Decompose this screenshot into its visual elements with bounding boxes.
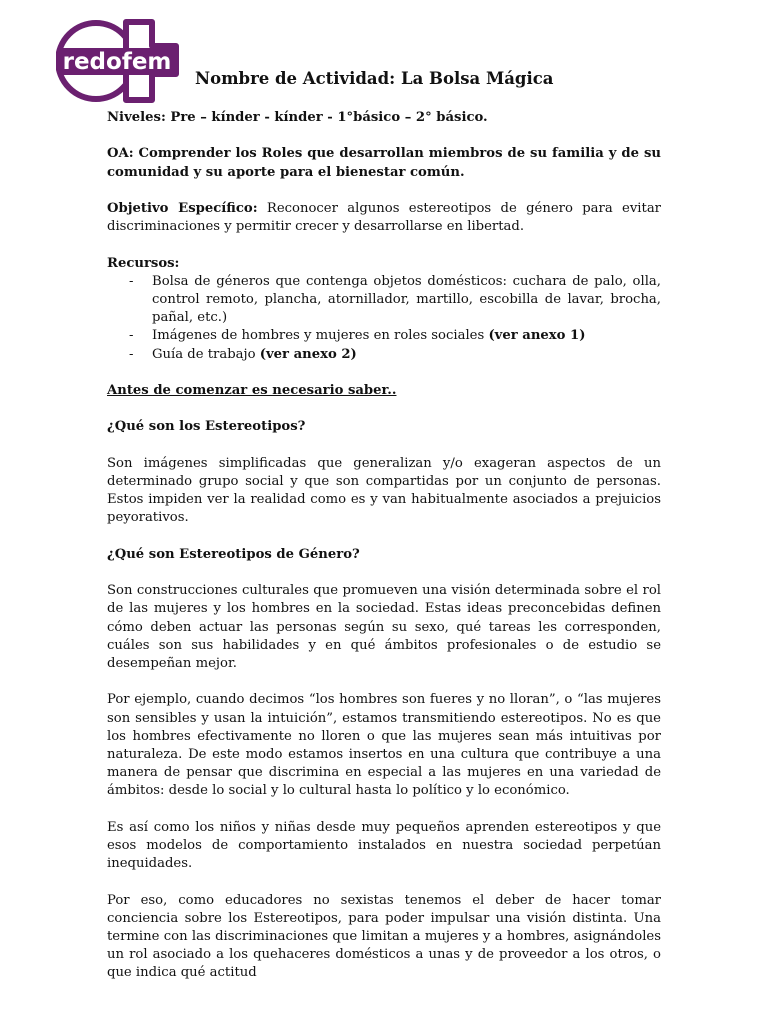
objetivo-label: Objetivo Específico: [107,200,258,216]
paragraph-estereotipos: Son imágenes simplificadas que generalizan y/o exageran aspectos de un determinado grupo social y que son compartidas por un conjunto de personas. Estos impiden ver la realidad como es y van habitualmente asociados a prejuicios peyorativos. [107,455,661,526]
anexo-ref: (ver anexo 1) [488,328,586,344]
list-item [107,346,661,364]
document-title: Nombre de Actividad: La Bolsa Mágica [195,69,554,88]
anexo-ref: (ver anexo 2) [259,346,357,362]
recursos-label: Recursos: [107,255,180,271]
oa-paragraph: OA: Comprender los Roles que desarrollan miembros de su familia y de su comunidad y su aporte para el bienestar común. [107,146,661,180]
list-item: - Bolsa de géneros que contenga objetos domésticos: cuchara de palo, olla, control remoto, plancha, atornillador, martillo, escobilla de lavar, brocha, pañal, etc.) [107,273,661,328]
recursos-list [107,273,661,364]
question-estereotipos-genero: ¿Qué son Estereotipos de Género? [107,546,360,562]
paragraph-ejemplo: Por ejemplo, cuando decimos “los hombres son fueres y no lloran”, o “las mujeres son sensibles y usan la intuición”, estamos transmitiendo estereotipos. No es que los hombres efectivamente no lloren o que las mujeres sean más intuitivas por naturaleza. De este modo estamos insertos en una cultura que contribuye a una manera de pensar que discrimina en especial a las mujeres en una variedad de ámbitos: desde lo social y lo cultural hasta lo político y lo económico. [107,692,661,799]
niveles-line: Niveles: Pre – kínder - kínder - 1°básico – 2° básico. [107,110,488,125]
list-item-text: Imágenes de hombres y mujeres en roles sociales [152,328,489,344]
paragraph-construcciones: Son construcciones culturales que promueven una visión determinada sobre el rol de las mujeres y los hombres en la sociedad. Estas ideas preconcebidas definen cómo deben actuar las personas según su sexo, qué tareas les corresponden, cuáles son sus habilidades y en qué ámbitos profesionales o de estudio se desempeñan mejor. [107,583,661,671]
document-body [107,109,661,983]
question-estereotipos: ¿Qué son los Estereotipos? [107,419,306,435]
logo-text: redofem [62,49,172,75]
paragraph-ninos: Es así como los niños y niñas desde muy pequeños aprenden estereotipos y que esos modelos de comportamiento instalados en nuestra sociedad perpetúan inequidades. [107,819,661,872]
list-item [107,327,661,345]
list-item-text: Guía de trabajo [152,346,260,362]
objetivo-paragraph [107,200,661,236]
antes-heading: Antes de comenzar es necesario saber.. [107,382,397,398]
objetivo-text: Reconocer algunos estereotipos de género para evitar discriminaciones y permitir crecer y desarrollarse en libertad. [107,200,661,235]
redofem-logo [56,18,180,104]
redofem-logo-graphic [56,18,180,104]
paragraph-educadores: Por eso, como educadores no sexistas tenemos el deber de hacer tomar conciencia sobre los Estereotipos, para poder impulsar una visión distinta. Una termine con las discriminaciones que limitan a mujeres y a hombres, asignándoles un rol asociado a los quehaceres domésticos a unas y de proveedor a los otros, o que indica qué actitud [107,892,661,981]
